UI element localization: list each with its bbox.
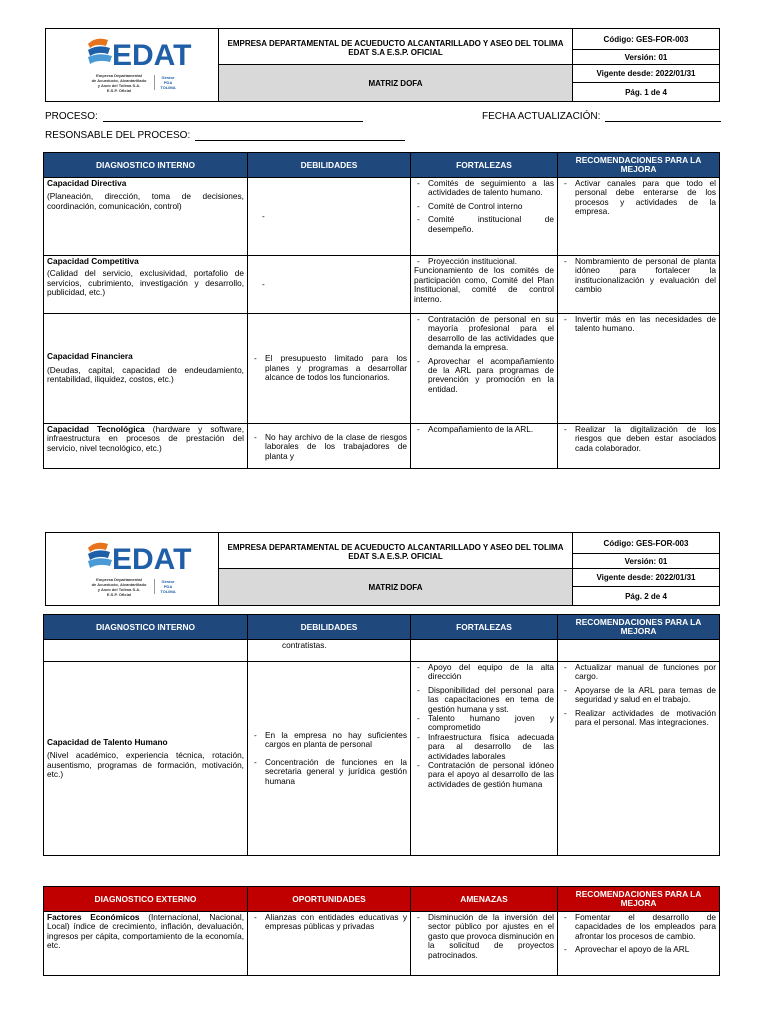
list-item: - Proyección institucional.: [414, 257, 554, 266]
responsible-label: RESONSABLE DEL PROCESO:: [45, 130, 191, 141]
table-row: [44, 314, 720, 424]
weakness-cell: -: [248, 178, 411, 256]
header-opportunities: OPORTUNIDADES: [248, 887, 411, 912]
row-description: (Planeación, dirección, toma de decisiones, coordinación, comunicación, control): [47, 191, 244, 211]
list-item: - Disminución de la inversión del sector público por ajustes en el gasto que provoca disminución en la solicitud de proyectos patrocinados.: [414, 913, 554, 960]
company-name: EMPRESA DEPARTAMENTAL DE ACUEDUCTO ALCANTARILLADO Y ASEO DEL TOLIMA EDAT S.A E.S.P. OFICIAL: [219, 533, 573, 569]
list-item: - Comités de seguimiento a las actividades de talento humano.: [414, 179, 554, 198]
list-item: - Activar canales para que todo el personal debe enterarse de los procesos y actividades de la empresa.: [561, 179, 716, 217]
table-row: [44, 640, 720, 662]
list-item: - Concentración de funciones en la secretaria general y jurídica gestión humana: [251, 758, 407, 786]
doc-header-page1: [45, 28, 720, 102]
row-title: Capacidad Competitiva: [47, 256, 139, 266]
list-item: - Realizar actividades de motivación para el personal. Mas integraciones.: [561, 709, 716, 728]
weakness-continuation: contratistas.: [248, 640, 411, 662]
doc-title: MATRIZ DOFA: [219, 569, 573, 606]
page-number: Pág. 1 de 4: [573, 83, 720, 102]
row-description: (Internacional, Nacional, Local) índice de crecimiento, inflación, devaluación, ingresos per cápita, comportamiento de la economía, etc.: [47, 912, 244, 951]
list-item: - Contratación de personal idóneo para el apoyo al desarrollo de las actividades de gestión humana: [414, 761, 554, 789]
list-item: - Contratación de personal en su mayoría profesional para el desarrollo de las actividades que demanda la empresa.: [414, 315, 554, 353]
header-external-diagnosis: DIAGNOSTICO EXTERNO: [44, 887, 248, 912]
list-item: - En la empresa no hay suficientes cargos en planta de personal: [251, 731, 407, 750]
row-description: (Calidad del servicio, exclusividad, portafolio de servicios, cubrimiento, investigación y desarrollo, publicidad, etc.): [47, 268, 244, 298]
internal-matrix-page1: [43, 152, 720, 469]
doc-header-page2: [45, 532, 720, 606]
list-item: - Acompañamiento de la ARL.: [414, 425, 554, 434]
header-threats: AMENAZAS: [411, 887, 558, 912]
list-item: - Fomentar el desarrollo de capacidades de los empleados para afrontar los procesos de cambio.: [561, 913, 716, 941]
doc-valid-from: Vigente desde: 2022/01/31: [573, 65, 720, 83]
company-name: EMPRESA DEPARTAMENTAL DE ACUEDUCTO ALCANTARILLADO Y ASEO DEL TOLIMA EDAT S.A E.S.P. OFICIAL: [219, 29, 573, 65]
row-title: Capacidad Tecnológica: [47, 424, 145, 434]
process-line[interactable]: [103, 121, 363, 122]
strength-text: Funcionamiento de los comités de participación como, Comité del Plan Institucional, comité de control interno.: [414, 265, 554, 304]
list-item: - Aprovechar el apoyo de la ARL: [561, 945, 716, 954]
responsible-field: [45, 130, 405, 141]
table-row: [44, 256, 720, 314]
list-item: - Nombramiento de personal de planta idóneo para fortalecer la institucionalización y evaluación del cambio: [561, 257, 716, 295]
list-item: - Apoyo del equipo de la alta dirección: [414, 663, 554, 682]
header-recommendations: RECOMENDACIONES PARA LA MEJORA: [558, 615, 720, 640]
table-row: [44, 912, 720, 976]
table-row: [44, 178, 720, 256]
header-internal-diagnosis: DIAGNOSTICO INTERNO: [44, 615, 248, 640]
row-title: Capacidad Directiva: [47, 178, 127, 188]
row-description: (Deudas, capital, capacidad de endeudamiento, rentabilidad, iliquidez, costos, etc.): [47, 364, 244, 385]
header-recommendations: RECOMENDACIONES PARA LA MEJORA: [558, 887, 720, 912]
process-field: [45, 111, 363, 122]
row-description: (Nivel académico, experiencia técnica, rotación, ausentismo, programas de formación, motivación, etc.): [47, 750, 244, 779]
doc-title: MATRIZ DOFA: [219, 65, 573, 102]
header-strengths: FORTALEZAS: [411, 615, 558, 640]
internal-matrix-page2: [43, 614, 720, 856]
weakness-cell: -: [248, 256, 411, 314]
header-weaknesses: DEBILIDADES: [248, 615, 411, 640]
header-strengths: FORTALEZAS: [411, 153, 558, 178]
date-field: [482, 111, 721, 122]
responsible-line[interactable]: [195, 140, 405, 141]
logo-brand-text: EDAT: [112, 39, 192, 72]
list-item: - Aprovechar el acompañamiento de la ARL para programas de prevención y promoción en la entidad.: [414, 357, 554, 395]
list-item: - Infraestructura física adecuada para al desarrollo de las actividades laborales: [414, 733, 554, 761]
list-item: - Realizar la digitalización de los riesgos que deben estar asociados cada colaborador.: [561, 425, 716, 453]
process-label: PROCESO:: [45, 111, 98, 122]
list-item: - Comité institucional de desempeño.: [414, 215, 554, 234]
logo-brand-text: EDAT: [112, 543, 192, 576]
list-item: - No hay archivo de la clase de riesgos laborales de los trabajadores de planta y: [251, 433, 407, 461]
list-item: - Apoyarse de la ARL para temas de seguridad y salud en el trabajo.: [561, 686, 716, 705]
row-title: Factores Económicos: [47, 912, 140, 922]
doc-code: Código: GES-FOR-003: [573, 29, 720, 50]
list-item: - Talento humano joven y comprometido: [414, 714, 554, 733]
doc-valid-from: Vigente desde: 2022/01/31: [573, 569, 720, 587]
list-item: - Actualizar manual de funciones por cargo.: [561, 663, 716, 682]
list-item: - El presupuesto limitado para los planes y programas a desarrollar alcance de todos los funcionarios.: [251, 354, 407, 382]
table-row: [44, 424, 720, 469]
company-logo: EDAT Empresa Departamental de Acueducto, Alcantarillado y Aseo del Tolima S.A. E.S.P. Oficial Gestor PDA TOLIMA: [46, 29, 219, 102]
row-title: Capacidad de Talento Humano: [47, 736, 168, 747]
row-title: Capacidad Financiera: [47, 351, 133, 362]
list-item: - Alianzas con entidades educativas y empresas públicas y privadas: [251, 913, 407, 932]
header-internal-diagnosis: DIAGNOSTICO INTERNO: [44, 153, 248, 178]
date-line[interactable]: [605, 121, 721, 122]
table-row: [44, 662, 720, 856]
list-item: - Invertir más en las necesidades de talento humano.: [561, 315, 716, 334]
company-logo: EDAT Empresa Departamental de Acueducto, Alcantarillado y Aseo del Tolima S.A. E.S.P. Oficial Gestor PDA TOLIMA: [46, 533, 219, 606]
list-item: - Comité de Control interno: [414, 202, 554, 211]
page-number: Pág. 2 de 4: [573, 587, 720, 606]
external-matrix: [43, 886, 720, 976]
list-item: - Disponibilidad del personal para las capacitaciones en tema de gestión humana y sst.: [414, 686, 554, 714]
doc-code: Código: GES-FOR-003: [573, 533, 720, 554]
date-label: FECHA ACTUALIZACIÓN:: [482, 111, 601, 122]
header-weaknesses: DEBILIDADES: [248, 153, 411, 178]
doc-version: Versión: 01: [573, 50, 720, 65]
doc-version: Versión: 01: [573, 554, 720, 569]
header-recommendations: RECOMENDACIONES PARA LA MEJORA: [558, 153, 720, 178]
row-description: (hardware y software, infraestructura en procesos de prestación del servicio, nivel tecnológico, etc.): [47, 424, 245, 453]
